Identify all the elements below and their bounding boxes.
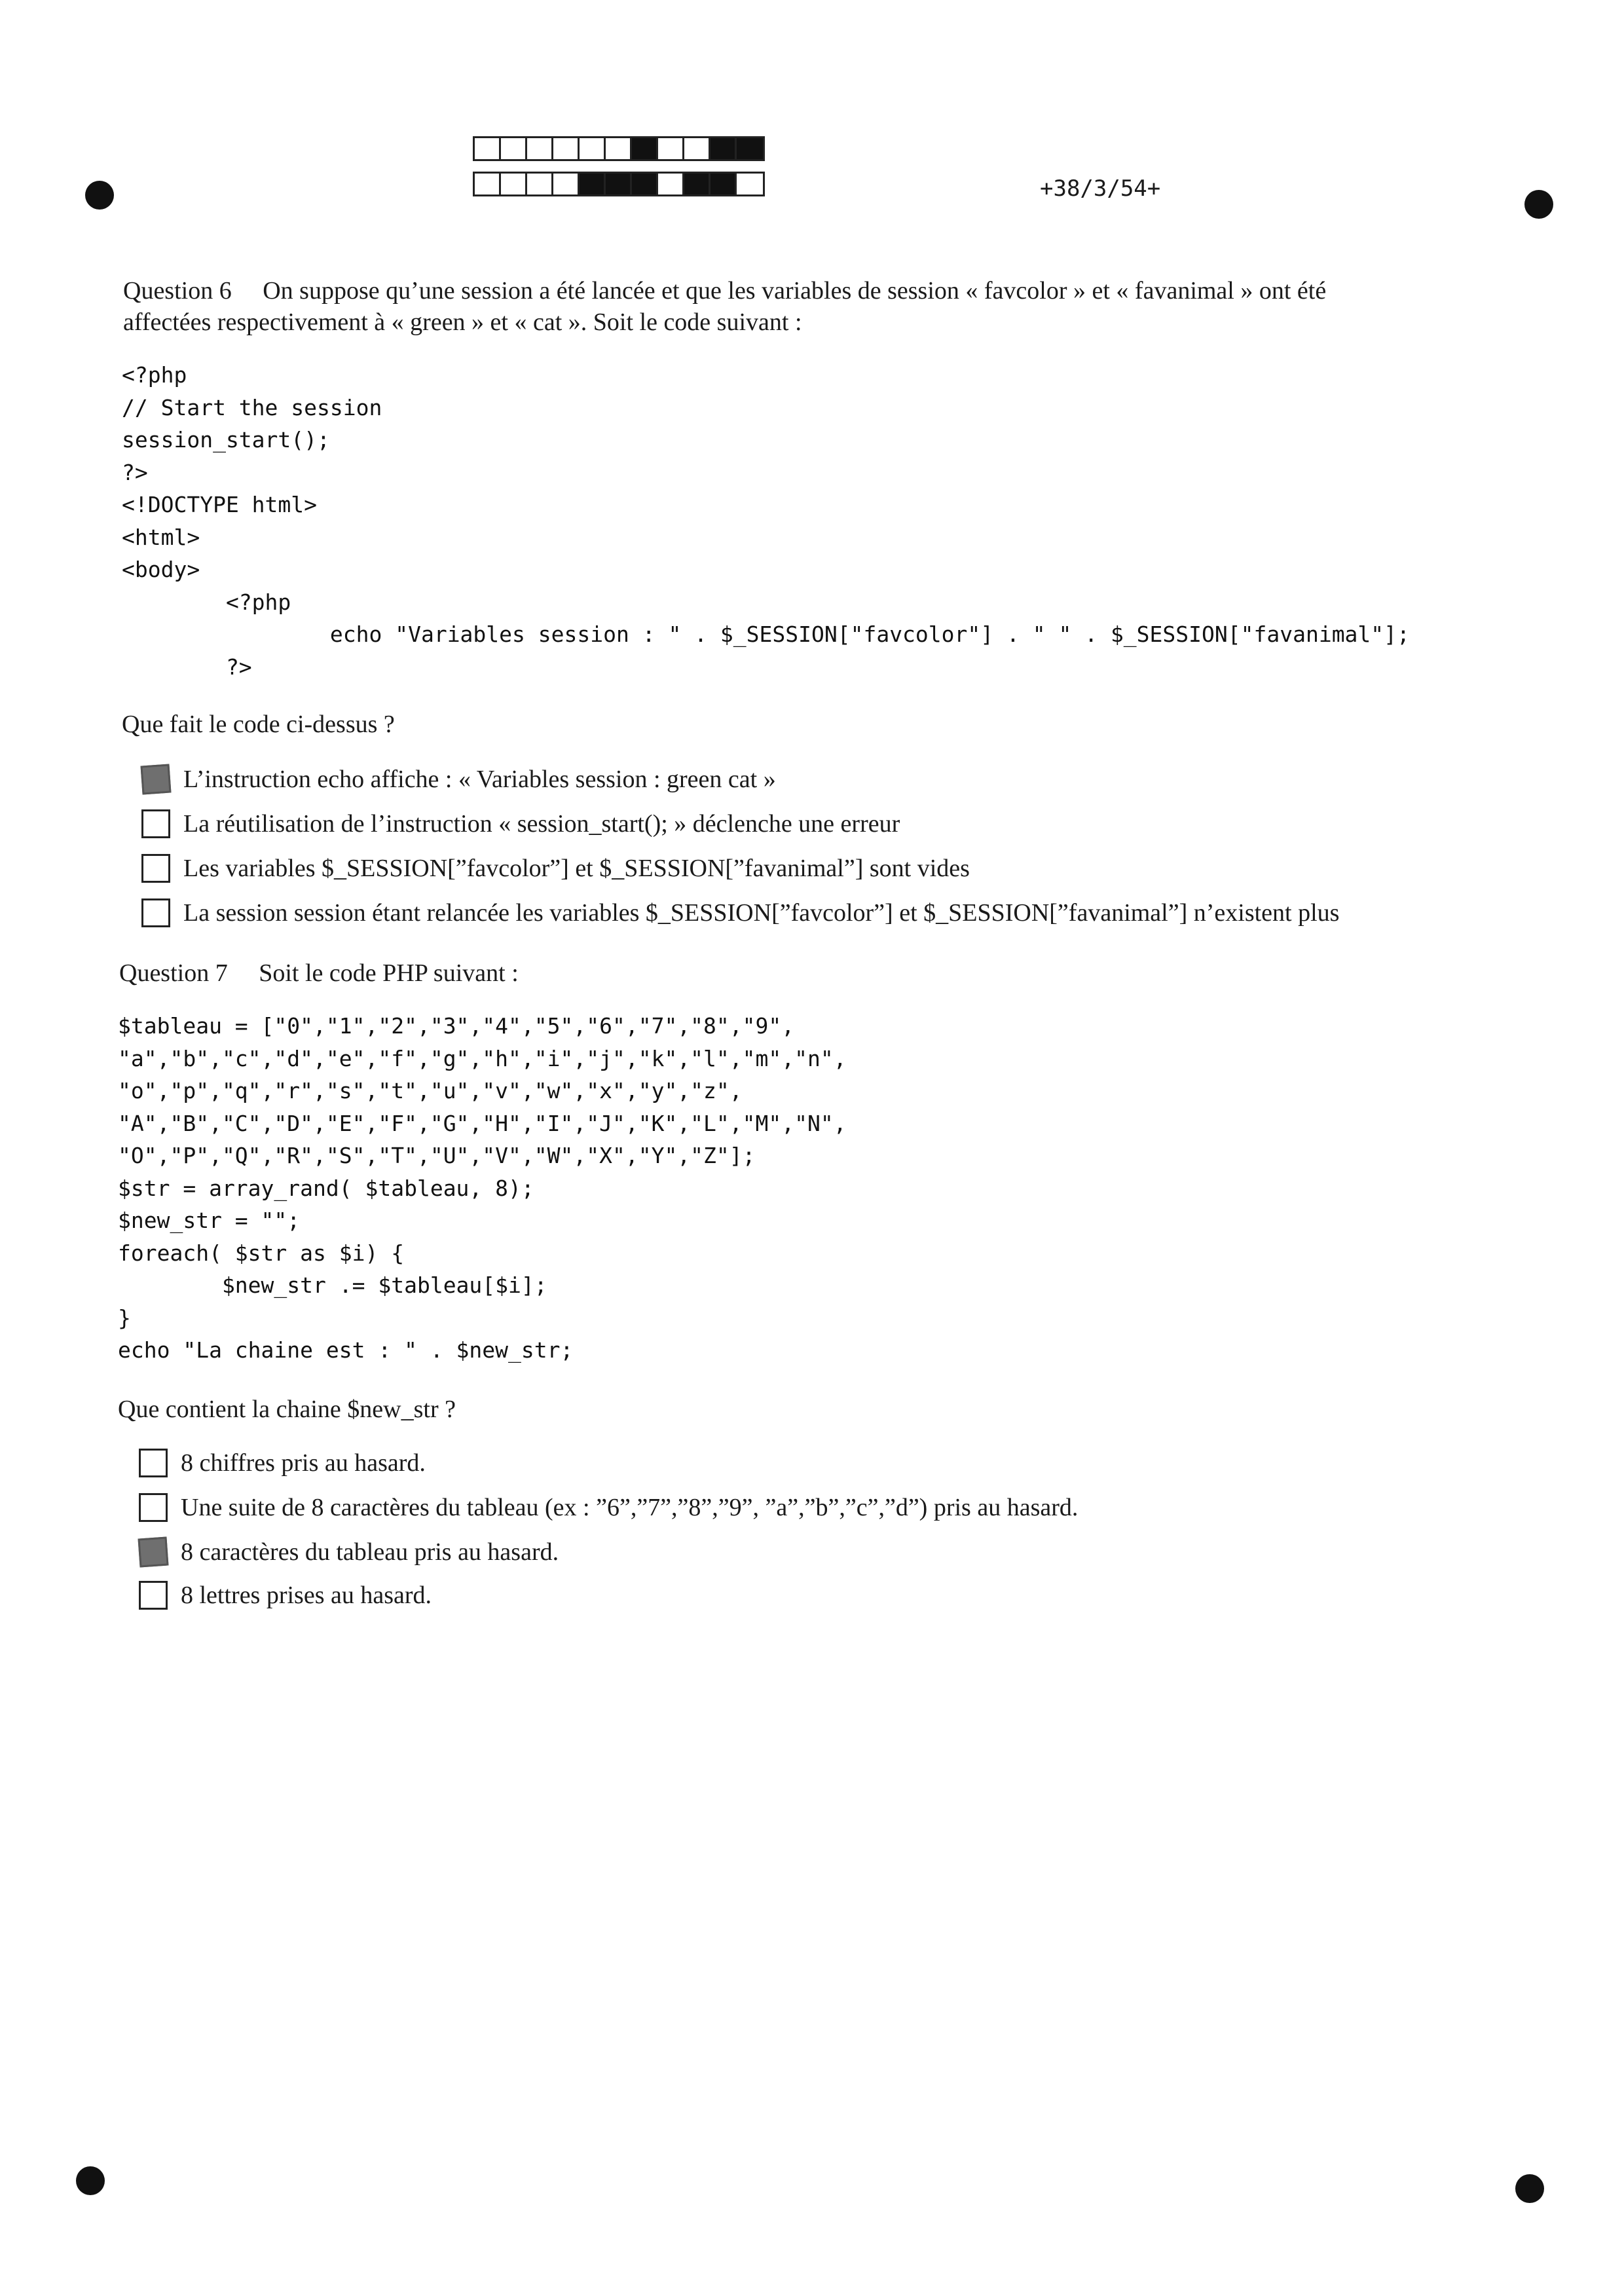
checkbox[interactable] [139,1449,168,1477]
question-7-statement [119,957,519,989]
question-7-code: $tableau = ["0","1","2","3","4","5","6","7","8","9", "a","b","c","d","e","f","g","h","i","j","k","l","m","n", "o","p","q","r","s","t","u","v","w","x","y","z", "A","B","C","D","E","F","G","H","I","J","K","L","M","N", "O","P","Q","R","S","T","U","V","W","X","Y","Z"]; $str = array_rand( $tableau, 8); $new_str = ""; foreach( $str as $i) { $new_str .= $tableau[$i]; } echo "La chaine est : " . $new_str; [118,1013,847,1363]
question-6-choice-3[interactable] [141,853,970,884]
barcode-cell [553,138,580,159]
registration-mark-bottom-left [76,2166,105,2195]
question-6-choice-2[interactable] [141,808,900,840]
barcode-cell [737,174,763,194]
choice-label: 8 caractères du tableau pris au hasard. [181,1538,559,1566]
page-id: +38/3/54+ [1040,176,1161,202]
registration-mark-top-left [85,181,114,210]
checkbox[interactable] [139,1581,168,1610]
barcode-cell [658,174,684,194]
barcode-cell [475,138,501,159]
barcode-cell [710,138,737,159]
question-6-choice-1[interactable] [141,764,776,795]
checkbox[interactable] [141,898,170,927]
barcode-cell [737,138,763,159]
choice-label: Les variables $_SESSION[”favcolor”] et $_SESSION[”favanimal”] sont vides [183,855,970,882]
question-6-statement-line2: affectées respectivement à « green » et « cat ». Soit le code suivant : [123,308,802,336]
barcode-cell [527,174,553,194]
choice-label: Une suite de 8 caractères du tableau (ex : ”6”,”7”,”8”,”9”, ”a”,”b”,”c”,”d”) pris au hasard. [181,1494,1079,1521]
barcode-cell [580,174,606,194]
barcode-cell [710,174,737,194]
choice-label: La session session étant relancée les variables $_SESSION[”favcolor”] et $_SESSION[”favanimal”] n’existent plus [183,899,1340,927]
barcode-row-bottom [473,172,765,196]
checkbox[interactable] [141,809,170,838]
question-6-prompt: Que fait le code ci-dessus ? [122,711,395,738]
question-7-choice-3[interactable] [139,1536,559,1568]
barcode-cell [658,138,684,159]
barcode-cell [580,138,606,159]
barcode-cell [684,174,710,194]
choice-label: 8 lettres prises au hasard. [181,1582,432,1609]
barcode-cell [606,174,632,194]
choice-label: L’instruction echo affiche : « Variables session : green cat » [183,766,776,793]
checkbox[interactable] [141,854,170,883]
barcode-cell [501,174,527,194]
barcode-cell [553,174,580,194]
question-7-choice-2[interactable] [139,1492,1078,1523]
choice-label: 8 chiffres pris au hasard. [181,1449,426,1477]
barcode-cell [684,138,710,159]
barcode-cell [632,138,658,159]
question-6-statement [123,275,1524,306]
barcode-row-top [473,136,765,161]
question-7-choice-4[interactable] [139,1580,432,1611]
choice-label: La réutilisation de l’instruction « session_start(); » déclenche une erreur [183,810,900,838]
registration-mark-top-right [1524,190,1553,219]
question-7-prompt: Que contient la chaine $new_str ? [118,1396,456,1423]
question-7-choice-1[interactable] [139,1447,426,1479]
question-6-code: <?php // Start the session session_start(); ?> <!DOCTYPE html> <html> <body> <?php echo "Variables session : " . $_SESSION["favcolor"] . " " . $_SESSION["favanimal"]; ?> [122,362,1410,680]
checkbox[interactable] [138,1537,169,1568]
question-6-label: Question 6 [123,277,232,305]
question-6-statement-line1: On suppose qu’une session a été lancée et que les variables de session « favcolor » et « favanimal » ont été [263,277,1327,305]
barcode-cell [527,138,553,159]
checkbox[interactable] [139,1493,168,1522]
registration-mark-bottom-right [1515,2174,1544,2203]
barcode-cell [632,174,658,194]
barcode-cell [475,174,501,194]
question-6-choice-4[interactable] [141,897,1339,929]
barcode-cell [501,138,527,159]
question-7-statement-line1: Soit le code PHP suivant : [259,959,519,987]
question-7-label: Question 7 [119,959,228,987]
checkbox[interactable] [141,764,172,795]
barcode-cell [606,138,632,159]
